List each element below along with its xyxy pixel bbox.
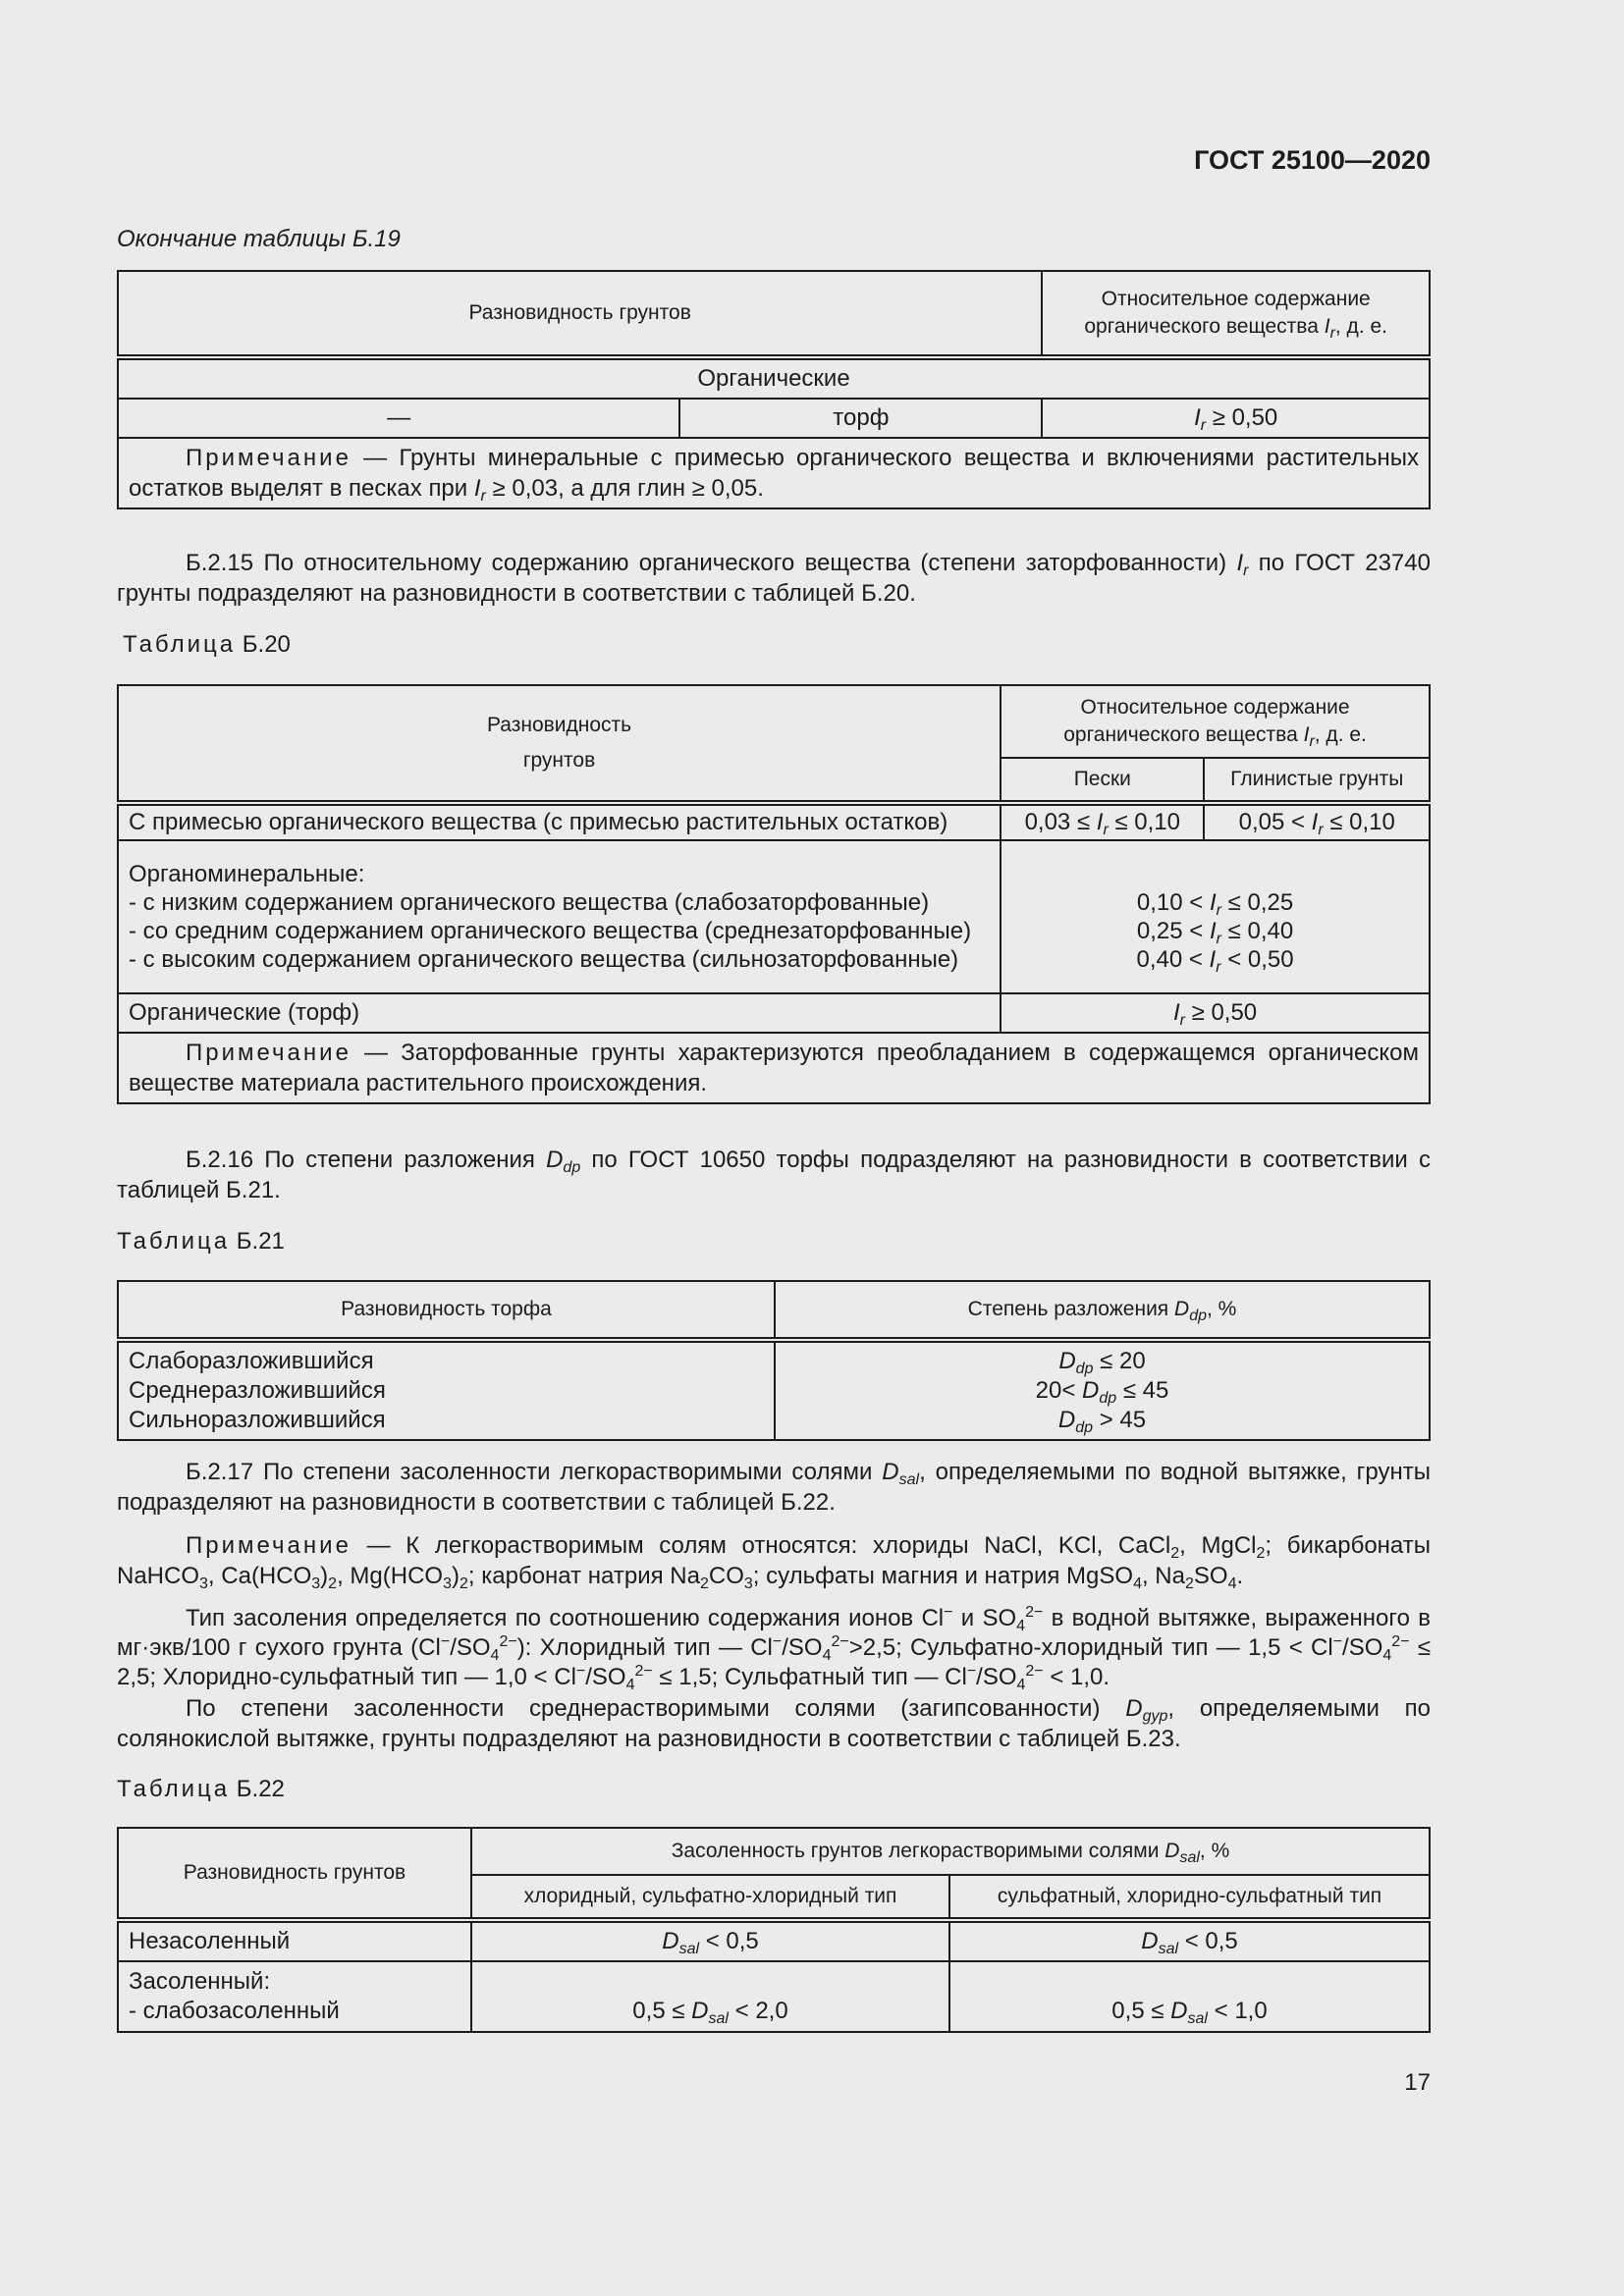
table-b22-header-chloride: хлоридный, сульфатно-хлоридный тип	[471, 1875, 949, 1920]
table-b19-caption: Окончание таблицы Б.19	[117, 226, 401, 252]
table-b20	[117, 684, 1431, 1104]
table-b19-group-organic: Органические	[118, 357, 1430, 399]
table-b19-cell-dash: —	[118, 399, 679, 438]
table-b20-note: Примечание — Заторфованные грунты характеризуются преобладанием в содержащемся органическом веществе материала растительного происхождения.	[118, 1033, 1430, 1103]
standard-number: ГОСТ 25100—2020	[1194, 145, 1431, 175]
table-b19-header-variety: Разновидность грунтов	[118, 271, 1042, 357]
paragraph-salinity-type: Тип засоления определяется по соотношению содержания ионов Cl− и $SO_4^{2-}$ в водной вытяжке, выраженного в мг·экв/100 г сухого грунта $(Cl^-/SO_4^{2-})$: Хлоридный тип — $Cl^-/SO_4^{2-}>2,5$; Сульфатно-хлоридный тип — $1,5 < Cl^-/SO_4^{2-} \le 2,5$; Хлоридно-сульфатный тип — $1,0 < Cl^-/SO_4^{2-} \le 1,5$; Сульфатный тип — $Cl^-/SO_4^{2-} < 1,0$.	[117, 1604, 1432, 1693]
list-item: $0,10 < I_r \le 0,25$	[1136, 889, 1294, 919]
table-b20-row-organic: Органические (торф)	[118, 993, 1001, 1033]
paragraph-gypsum: По степени засоленности среднерастворимыми солями (загипсованности) $D_{gyp}$, определяемыми по солянокислой вытяжке, грунты подразделяют на разновидности в соответствии с таблицей Б.23.	[117, 1695, 1431, 1752]
list-item: $D_{dp} \le 20$	[1058, 1348, 1146, 1377]
table-b19-cell-value: $I_r \ge 0,50$	[1042, 399, 1430, 438]
table-b22-row-nonsaline-sulfate: $D_{sal} < 0,5$	[949, 1920, 1430, 1961]
paragraph-b2-16: Б.2.16 По степени разложения $D_{dp}$ по ГОСТ 10650 торфы подразделяют на разновидности в соответствии с таблицей Б.21.	[117, 1147, 1431, 1203]
table-b22-row-nonsaline: Незасоленный	[118, 1920, 471, 1961]
table-b21-header-decomposition: Степень разложения $D_{dp}$, %	[775, 1281, 1430, 1340]
table-b22-header-salinity: Засоленность грунтов легкорастворимыми солями $D_{sal}$, %	[471, 1828, 1430, 1875]
page-number: 17	[1404, 2069, 1431, 2096]
table-b20-row-admixture-sands: $0,03 \le I_r \le 0,10$	[1001, 803, 1204, 840]
list-item: - с высоким содержанием органического вещества (сильнозаторфованные)	[129, 946, 959, 973]
table-b22-row-saline: Засоленный: - слабозасоленный	[118, 1961, 471, 2032]
list-item: - слабозасоленный	[129, 1998, 340, 2024]
table-b22-row-nonsaline-chloride: $D_{sal} < 0,5$	[471, 1920, 949, 1961]
table-b19	[117, 270, 1431, 509]
list-item: $D_{dp} > 45$	[1057, 1407, 1147, 1436]
list-item: $20< D_{dp} \le 45$	[1035, 1377, 1169, 1407]
table-b22-caption: Таблица Б.22	[117, 1776, 285, 1802]
table-b19-cell-peat: торф	[679, 399, 1042, 438]
table-b20-header-content: Относительное содержание органического вещества $I_r$, д. е.	[1001, 685, 1430, 758]
table-b21-values	[775, 1340, 1430, 1440]
list-item: $0,25 < I_r \le 0,40$	[1136, 918, 1294, 947]
table-b20-row-organomineral-values	[1001, 840, 1430, 993]
table-b19-note: Примечание — Грунты минеральные с примесью органического вещества и включениями растительных остатков выделят в песках при $I_r \ge 0,03$, а для глин ≥ 0,05.	[118, 438, 1430, 508]
table-b20-header-sands: Пески	[1001, 758, 1204, 803]
table-b22-row-saline-sulfate: $0,5 \le D_{sal} < 1,0$	[949, 1961, 1430, 2032]
table-b21-names	[118, 1340, 775, 1440]
note-soluble-salts: Примечание — К легкорастворимым солям относятся: хлориды NaCl, KCl, CaCl$_2$, MgCl$_2$; бикарбонаты NaHCO$_3$, $Ca(HCO_3)_2$, $Mg(HCO_3)_2$; карбонат натрия $Na_2CO_3$; сульфаты магния и натрия MgSO$_4$, $Na_2SO_4$.	[117, 1532, 1431, 1592]
table-b19-header-content: Относительное содержание органического вещества $I_r$, д. е.	[1042, 271, 1430, 357]
paragraph-b2-17: Б.2.17 По степени засоленности легкорастворимыми солями $D_{sal}$, определяемыми по водной вытяжке, грунты подразделяют на разновидности в соответствии с таблицей Б.22.	[117, 1459, 1432, 1516]
table-b20-row-admixture: С примесью органического вещества (с примесью растительных остатков)	[118, 803, 1001, 840]
list-item: - с низким содержанием органического вещества (слабозаторфованные)	[129, 889, 930, 916]
table-b20-row-organomineral: Органоминеральные: - с низким содержанием органического вещества (слабозаторфованные) - со средним содержанием органического вещества (среднезаторфованные) - с высоким содержанием органического вещества (сильнозаторфованные)	[118, 840, 1001, 993]
list-item: Слаборазложившийся	[129, 1348, 374, 1374]
table-b22	[117, 1827, 1431, 2033]
table-b20-header-clays: Глинистые грунты	[1204, 758, 1430, 803]
table-b21-header-variety: Разновидность торфа	[118, 1281, 775, 1340]
table-b20-caption: Таблица Б.20	[123, 631, 291, 658]
table-b21-caption: Таблица Б.21	[117, 1228, 285, 1255]
list-item: - со средним содержанием органического вещества (среднезаторфованные)	[129, 918, 972, 944]
table-b20-header-variety: Разновидность грунтов	[118, 685, 1001, 803]
list-item: Среднеразложившийся	[129, 1377, 386, 1404]
table-b22-header-variety: Разновидность грунтов	[118, 1828, 471, 1920]
table-b22-row-saline-chloride: $0,5 \le D_{sal} < 2,0$	[471, 1961, 949, 2032]
table-b20-row-admixture-clays: $0,05 < I_r \le 0,10$	[1204, 803, 1430, 840]
table-b22-header-sulfate: сульфатный, хлоридно-сульфатный тип	[949, 1875, 1430, 1920]
list-item: Сильноразложившийся	[129, 1407, 386, 1433]
table-b20-row-organic-value: $I_r \ge 0,50$	[1001, 993, 1430, 1033]
paragraph-b2-15: Б.2.15 По относительному содержанию органического вещества (степени заторфованности) $I_r$ по ГОСТ 23740 грунты подразделяют на разновидности в соответствии с таблицей Б.20.	[117, 550, 1431, 607]
table-b21	[117, 1280, 1431, 1441]
list-item: $0,40 < I_r < 0,50$	[1136, 946, 1294, 976]
